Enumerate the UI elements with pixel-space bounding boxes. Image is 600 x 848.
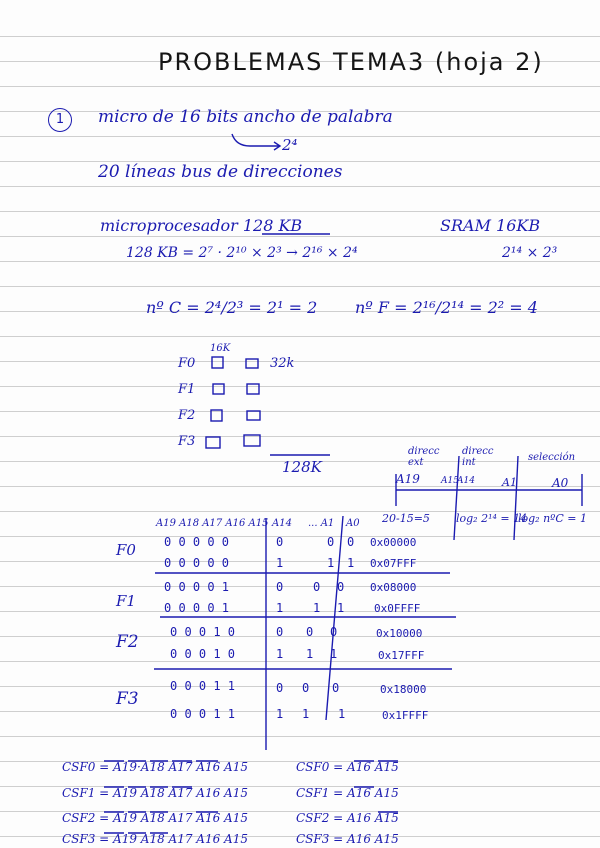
- table-row-a14: 0: [276, 535, 284, 549]
- ext-address-header: direcc ext: [408, 446, 440, 468]
- group-label-f3: F3: [116, 689, 139, 709]
- rows-equation: nº F = 2¹⁶/2¹⁴ = 2² = 4: [355, 298, 538, 317]
- table-row-address: 0x17FFF: [378, 649, 425, 662]
- kb-equation: 128 KB = 2⁷ · 2¹⁰ × 2³ → 2¹⁶ × 2⁴: [126, 245, 358, 261]
- table-header-a14: A14: [272, 518, 292, 529]
- table-divider: [326, 516, 346, 721]
- table-row-high: 0 0 0 1 0: [170, 647, 236, 661]
- chip-box: [206, 437, 220, 448]
- cs-equation-right: CSF2 = A16 A15: [296, 811, 399, 825]
- bit-a14: A14: [457, 476, 475, 486]
- table-row-high: 0 0 0 0 1: [164, 580, 230, 594]
- int-address-header: direcc int: [462, 446, 494, 468]
- int-bits-note: log₂ 2¹⁴ = 14: [456, 512, 528, 525]
- chip-box: [247, 384, 259, 394]
- group-label-f1: F1: [116, 592, 136, 610]
- bit-a15: A15: [441, 476, 459, 486]
- table-row-high: 0 0 0 1 0: [170, 625, 236, 639]
- row-size-label: 32k: [270, 356, 295, 371]
- chip-box: [247, 411, 260, 420]
- table-row-a14: 1: [276, 601, 284, 615]
- table-row-a1: 1: [327, 556, 335, 570]
- table-row-high: 0 0 0 1 1: [170, 679, 236, 693]
- chip-box: [244, 435, 260, 446]
- table-row-address: 0x0FFFF: [374, 602, 421, 615]
- bit-a1: A1: [502, 476, 517, 489]
- table-row-a0: 1: [337, 601, 345, 615]
- cs-equation-right: CSF3 = A16 A15: [296, 832, 399, 846]
- table-row-a14: 0: [276, 580, 284, 594]
- bit-a0: A0: [552, 476, 569, 490]
- table-row-a14: 1: [276, 707, 284, 721]
- page-title: PROBLEMAS TEMA3 (hoja 2): [158, 48, 544, 76]
- chip-box: [246, 359, 258, 368]
- word-size-power: 2⁴: [282, 136, 298, 154]
- chip-box: [211, 410, 222, 421]
- cs-equation-right: CSF1 = A16 A15: [296, 786, 399, 800]
- cs-equation-left: CSF0 = A19·A18 A17 A16 A15: [62, 760, 248, 774]
- curved-arrow: [232, 134, 280, 150]
- table-row-a1: 1: [313, 601, 321, 615]
- chip-box: [213, 384, 224, 394]
- table-row-a0: 0: [347, 535, 355, 549]
- problem-number: 1: [55, 112, 65, 127]
- cs-equation-left: CSF3 = A19 A18 A17 A16 A15: [62, 832, 248, 846]
- chip-row-f1: F1: [178, 382, 196, 397]
- chip-row-f0: F0: [178, 356, 196, 371]
- columns-equation: nº C = 2⁴/2³ = 2¹ = 2: [146, 298, 318, 317]
- table-row-address: 0x18000: [380, 683, 427, 696]
- sel-bits-note: log₂ nºC = 1: [518, 512, 587, 525]
- chip-row-f3: F3: [178, 434, 196, 449]
- table-row-a14: 1: [276, 556, 284, 570]
- table-row-a1: 0: [313, 580, 321, 594]
- sram-label: SRAM 16KB: [440, 216, 541, 235]
- table-row-high: 0 0 0 0 0: [164, 535, 230, 549]
- micro-label: microprocesador 128 KB: [100, 216, 303, 235]
- table-row-address: 0x07FFF: [370, 557, 417, 570]
- word-size-line: micro de 16 bits ancho de palabra: [98, 107, 393, 127]
- cs-equation-left: CSF2 = A19 A18 A17 A16 A15: [62, 811, 248, 825]
- table-row-a1: 0: [306, 625, 314, 639]
- table-row-address: 0x10000: [376, 627, 423, 640]
- table-row-a1: 0: [302, 681, 310, 695]
- chip-row-f2: F2: [178, 408, 196, 423]
- table-row-a0: 1: [347, 556, 355, 570]
- table-header-a1: ... A1: [308, 518, 335, 529]
- chip-box: [212, 357, 223, 368]
- cs-equation-right: CSF0 = A16 A15: [296, 760, 399, 774]
- total-size: 128K: [282, 458, 322, 476]
- table-header-a0: A0: [346, 518, 360, 529]
- table-header-high-bits: A19 A18 A17 A16 A15: [156, 518, 269, 529]
- table-row-address: 0x1FFFF: [382, 709, 429, 722]
- bit-a19: A19: [396, 472, 420, 486]
- table-row-a0: 1: [338, 707, 346, 721]
- table-row-a14: 0: [276, 625, 284, 639]
- table-row-high: 0 0 0 1 1: [170, 707, 236, 721]
- table-row-a1: 1: [306, 647, 314, 661]
- table-row-a1: 1: [302, 707, 310, 721]
- table-row-address: 0x00000: [370, 536, 417, 549]
- table-row-a0: 0: [337, 580, 345, 594]
- table-row-a0: 0: [332, 681, 340, 695]
- group-label-f2: F2: [116, 632, 139, 652]
- ext-bits-note: 20-15=5: [382, 512, 430, 525]
- cs-equation-left: CSF1 = A19 A18 A17 A16 A15: [62, 786, 248, 800]
- table-row-high: 0 0 0 0 1: [164, 601, 230, 615]
- group-label-f0: F0: [116, 541, 136, 559]
- chip-size-label: 16K: [210, 343, 231, 354]
- table-row-high: 0 0 0 0 0: [164, 556, 230, 570]
- table-row-address: 0x08000: [370, 581, 417, 594]
- table-row-a0: 0: [330, 625, 338, 639]
- table-row-a1: 0: [327, 535, 335, 549]
- sram-equation: 2¹⁴ × 2³: [502, 245, 558, 261]
- address-bus-line: 20 líneas bus de direcciones: [98, 162, 343, 182]
- table-row-a0: 1: [330, 647, 338, 661]
- table-row-a14: 1: [276, 647, 284, 661]
- selection-header: selección: [528, 452, 576, 463]
- table-row-a14: 0: [276, 681, 284, 695]
